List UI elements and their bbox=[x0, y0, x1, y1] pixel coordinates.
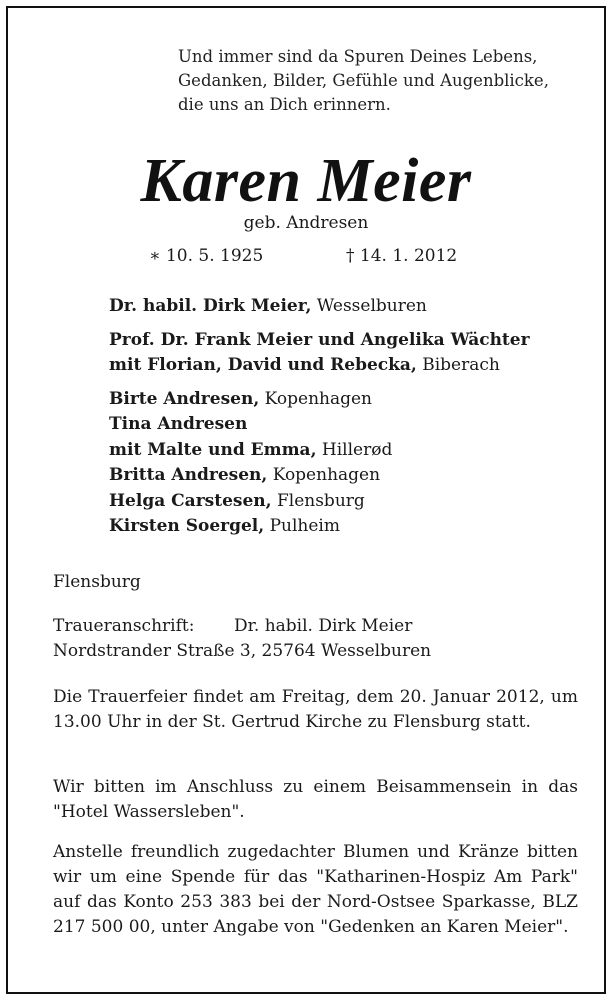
mourner-line bbox=[109, 387, 530, 413]
donation-paragraph: Anstelle freundlich zugedachter Blumen und Kränze bitten wir um eine Spende für das "Katharinen-Hospiz Am Park" auf das Konto 253 383 bei der Nord-Ostsee Sparkasse, BLZ 217 500 00, unter Angabe von "Gedenken an Karen Meier". bbox=[53, 842, 578, 937]
mourner-name: Helga Carstesen, bbox=[109, 490, 272, 511]
mourner-name: Britta Andresen, bbox=[109, 465, 268, 485]
mourner-name: Prof. Dr. Frank Meier und Angelika Wächter bbox=[109, 329, 530, 350]
mourner-place: Hillerød bbox=[316, 439, 393, 460]
mourner-name: mit Florian, David und Rebecka, bbox=[109, 355, 417, 375]
quote-line: Und immer sind da Spuren Deines Lebens, bbox=[178, 47, 538, 66]
mourner-place: Wesselburen bbox=[311, 296, 427, 316]
mourner-line bbox=[109, 514, 530, 540]
mourning-address bbox=[53, 614, 583, 664]
funeral-paragraph: Die Trauerfeier findet am Freitag, dem 20. Januar 2012, um 13.00 Uhr in der St. Gertrud Kirche zu Flensburg statt. bbox=[53, 687, 578, 732]
mourner-name: Kirsten Soergel, bbox=[109, 516, 265, 536]
obituary-notice bbox=[6, 6, 606, 994]
mourner-group bbox=[109, 328, 530, 379]
deceased-name: Karen Meier bbox=[140, 147, 472, 215]
address-label: Traueranschrift: bbox=[53, 616, 195, 636]
mourner-name: Dr. habil. Dirk Meier, bbox=[109, 296, 312, 316]
maiden-name: geb. Andresen bbox=[243, 213, 369, 233]
address-name: Dr. habil. Dirk Meier bbox=[234, 616, 413, 636]
mourner-line bbox=[109, 463, 530, 489]
mourner-place: Kopenhagen bbox=[259, 388, 372, 409]
mourner-name: Birte Andresen, bbox=[109, 388, 260, 409]
birth-date: ∗ 10. 5. 1925 bbox=[149, 246, 264, 266]
gathering-paragraph: Wir bitten im Anschluss zu einem Beisammensein in das "Hotel Wassersleben". bbox=[53, 777, 578, 822]
mourner-line bbox=[109, 489, 530, 515]
mourner-place: Kopenhagen bbox=[267, 465, 381, 485]
mourner-line bbox=[109, 328, 530, 354]
quote-line: die uns an Dich erinnern. bbox=[178, 95, 391, 114]
mourners-list bbox=[109, 294, 530, 548]
mourner-place: Pulheim bbox=[264, 516, 340, 536]
mourner-line bbox=[109, 294, 530, 320]
mourner-place: Flensburg bbox=[271, 490, 365, 511]
quote-line: Gedanken, Bilder, Gefühle und Augenblicke, bbox=[178, 71, 549, 90]
mourner-name: Tina Andresen bbox=[109, 414, 248, 434]
place-of-death: Flensburg bbox=[53, 572, 141, 592]
mourner-line bbox=[109, 353, 530, 379]
death-date: † 14. 1. 2012 bbox=[346, 246, 458, 266]
mourner-group bbox=[109, 387, 530, 540]
mourner-place: Biberach bbox=[416, 355, 500, 375]
mourner-name: mit Malte und Emma, bbox=[109, 439, 317, 460]
address-street: Nordstrander Straße 3, 25764 Wesselburen bbox=[53, 641, 432, 661]
memorial-quote bbox=[178, 45, 549, 117]
mourner-line bbox=[109, 438, 530, 464]
mourner-group bbox=[109, 294, 530, 320]
mourner-line bbox=[109, 412, 530, 438]
